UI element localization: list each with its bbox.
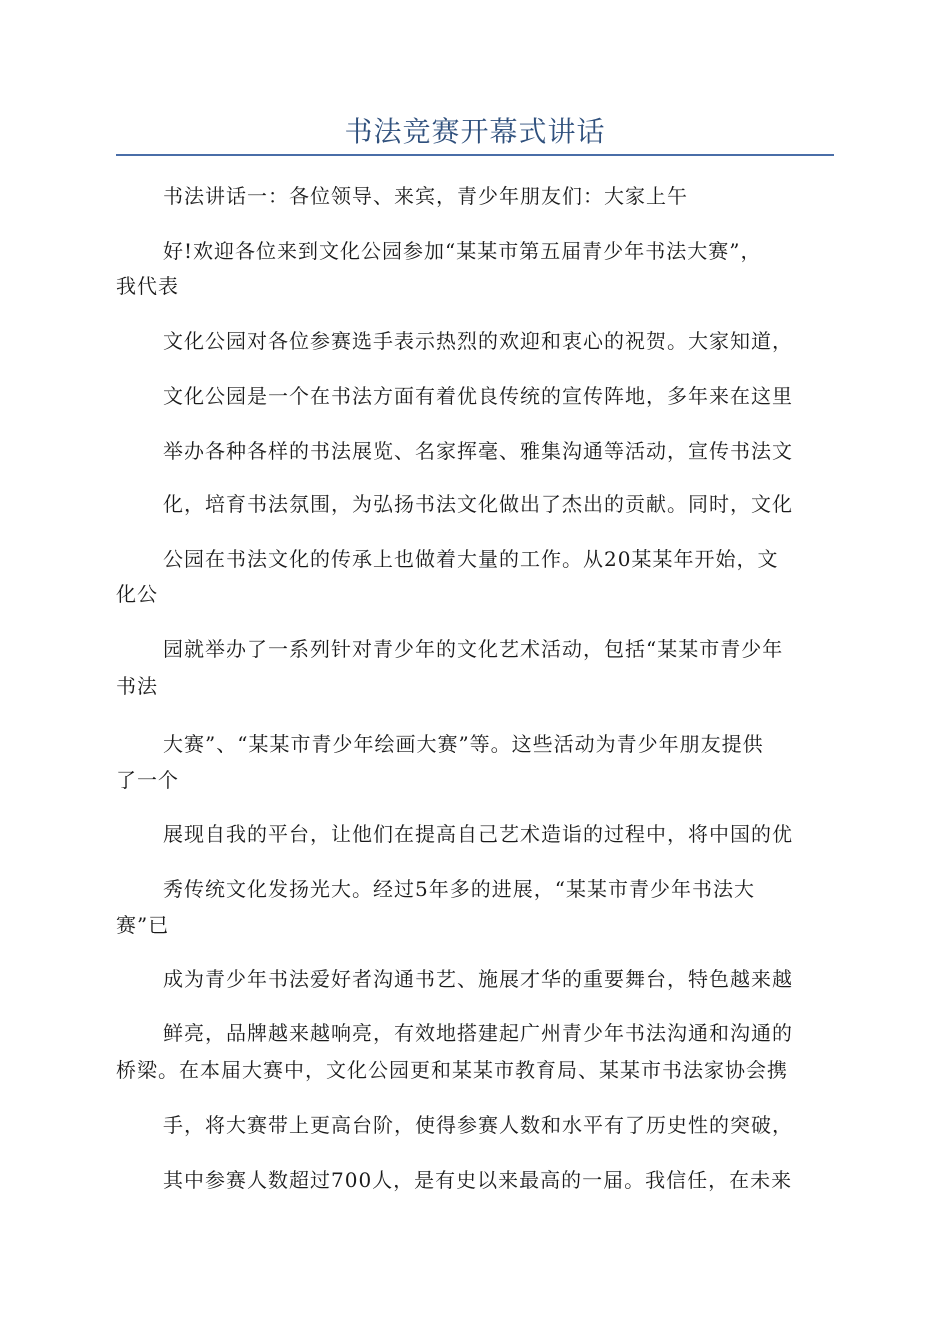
paragraph-line: 书法讲话一：各位领导、来宾，青少年朋友们：大家上午	[163, 184, 688, 208]
paragraph-line: 赛”已	[116, 913, 170, 937]
paragraph-line: 大赛”、“某某市青少年绘画大赛”等。这些活动为青少年朋友提供	[163, 732, 764, 756]
paragraph-line: 举办各种各样的书法展览、名家挥毫、雅集沟通等活动，宣传书法文	[163, 439, 793, 463]
paragraph-line: 成为青少年书法爱好者沟通书艺、施展才华的重要舞台，特色越来越	[163, 967, 793, 991]
paragraph-line: 了一个	[116, 768, 179, 792]
paragraph-line: 化，培育书法氛围，为弘扬书法文化做出了杰出的贡献。同时，文化	[163, 492, 793, 516]
paragraph-line: 好!欢迎各位来到文化公园参加“某某市第五届青少年书法大赛”，	[163, 239, 762, 263]
paragraph-line: 文化公园对各位参赛选手表示热烈的欢迎和衷心的祝贺。大家知道，	[163, 329, 793, 353]
paragraph-line: 园就举办了一系列针对青少年的文化艺术活动，包括“某某市青少年	[163, 637, 784, 661]
paragraph-line: 化公	[116, 582, 158, 606]
paragraph-line: 桥梁。在本届大赛中，文化公园更和某某市教育局、某某市书法家协会携	[116, 1058, 788, 1082]
paragraph-line: 书法	[116, 674, 158, 698]
document-title: 书法竞赛开幕式讲话	[344, 115, 606, 148]
paragraph-line: 展现自我的平台，让他们在提高自己艺术造诣的过程中，将中国的优	[163, 822, 793, 846]
paragraph-line: 鲜亮，品牌越来越响亮，有效地搭建起广州青少年书法沟通和沟通的	[163, 1021, 793, 1045]
title-underline	[116, 154, 834, 156]
paragraph-line: 秀传统文化发扬光大。经过5年多的进展，“某某市青少年书法大	[163, 877, 755, 901]
paragraph-line: 我代表	[116, 274, 179, 298]
paragraph-line: 手，将大赛带上更高台阶，使得参赛人数和水平有了历史性的突破，	[163, 1113, 793, 1137]
paragraph-line: 其中参赛人数超过700人，是有史以来最高的一届。我信任，在未来	[163, 1168, 793, 1192]
paragraph-line: 公园在书法文化的传承上也做着大量的工作。从20某某年开始，文	[163, 547, 779, 571]
paragraph-line: 文化公园是一个在书法方面有着优良传统的宣传阵地，多年来在这里	[163, 384, 793, 408]
